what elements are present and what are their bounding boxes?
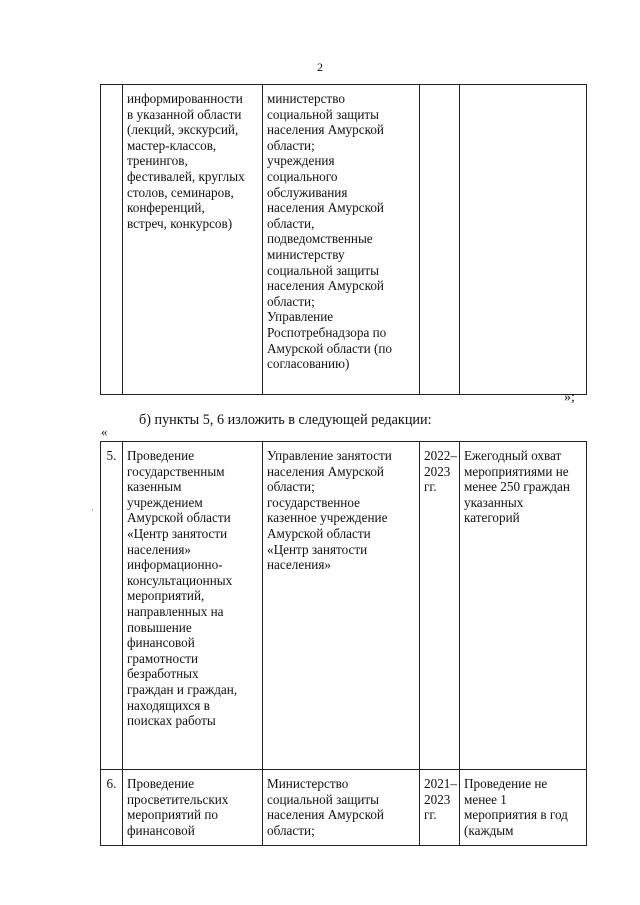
- row-number-cell: [101, 85, 123, 395]
- result-cell: Ежегодный охват мероприятиями не менее 250 граждан указанных категорий: [460, 442, 587, 770]
- result-cell: [460, 85, 587, 395]
- amendment-instruction: б) пункты 5, 6 изложить в следующей редакции:: [139, 412, 432, 428]
- period-cell: 2022– 2023 гг.: [420, 442, 460, 770]
- executors-cell: Министерство социальной защиты населения Амурской области;: [263, 770, 420, 846]
- executors-cell: министерство социальной защиты населения Амурской области; учреждения социального обслуживания населения Амурской области, подведомственные министерству социальной защиты населения Амурской области; Управление Роспотребнадзора по Амурской области (по согласованию): [263, 85, 420, 395]
- period-cell: [420, 85, 460, 395]
- period-cell: 2021– 2023 гг.: [420, 770, 460, 846]
- executors-cell: Управление занятости населения Амурской области; государственное казенное учреждение Амурской области «Центр занятости населения»: [263, 442, 420, 770]
- activity-cell: Проведение государственным казенным учреждением Амурской области «Центр занятости населения» информационно- консультационных мероприятий, направленных на повышение финансовой грамотности безработных граждан и граждан, находящихся в поисках работы: [123, 442, 263, 770]
- result-cell: Проведение не менее 1 мероприятия в год (каждым: [460, 770, 587, 846]
- activity-cell: информированности в указанной области (лекций, экскурсий, мастер-классов, тренингов, фестивалей, круглых столов, семинаров, конференций, встреч, конкурсов): [123, 85, 263, 395]
- table-row: [101, 85, 587, 395]
- page-number: 2: [317, 60, 323, 74]
- margin-dot: ·: [91, 505, 94, 515]
- table-row: [101, 442, 587, 770]
- row-number-cell: 5.: [101, 442, 123, 770]
- opening-quote: «: [101, 424, 108, 439]
- amended-items-table: [100, 441, 587, 846]
- activity-cell: Проведение просветительских мероприятий по финансовой: [123, 770, 263, 846]
- closing-quote: »;: [564, 390, 575, 405]
- row-number-cell: 6.: [101, 770, 123, 846]
- table-row: [101, 770, 587, 846]
- continued-table: [100, 84, 587, 395]
